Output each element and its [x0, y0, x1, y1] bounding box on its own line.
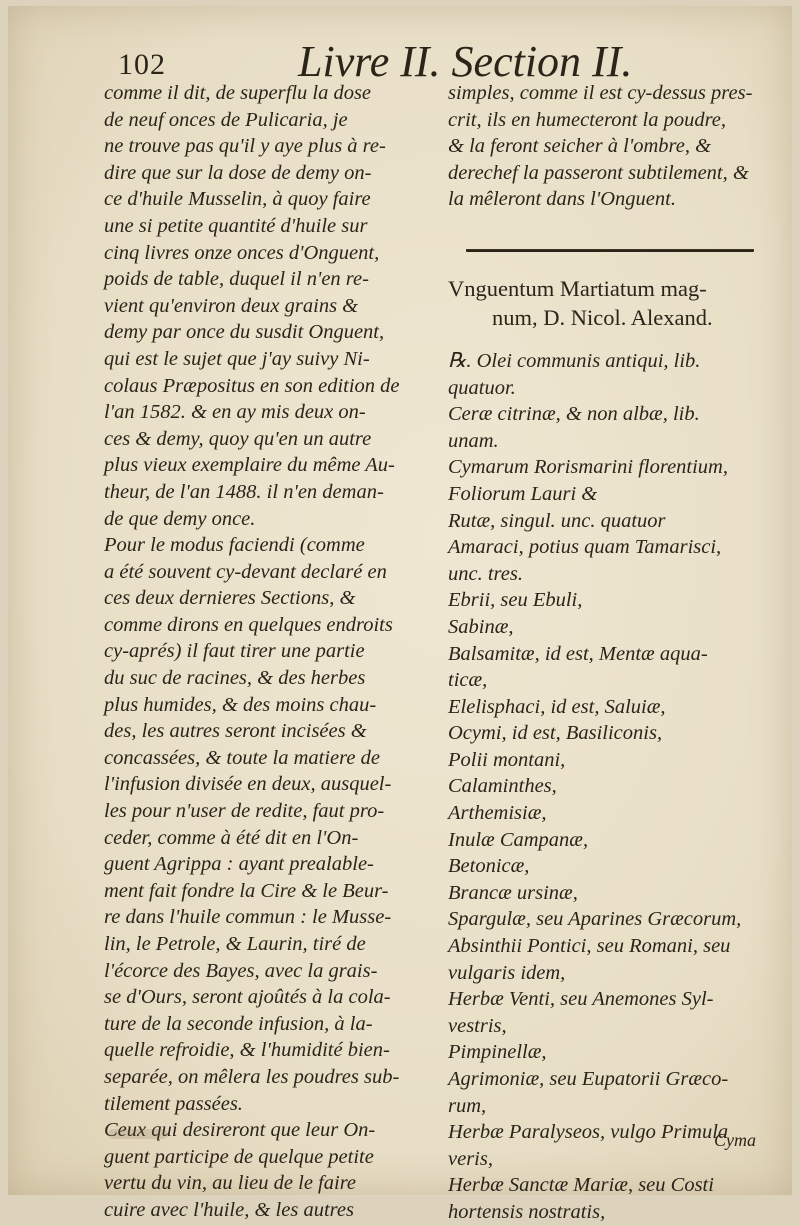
recipe-line: veris, [448, 1147, 493, 1170]
running-head: Livre II. Section II. [298, 37, 633, 86]
text-line: ces & demy, quoy qu'en un autre [104, 427, 372, 450]
text-line: poids de table, duquel il n'en re- [104, 268, 369, 291]
text-line: vertu du vin, au lieu de le faire [104, 1172, 357, 1195]
recipe-line: Elelisphaci, id est, Saluiæ, [448, 695, 666, 718]
text-line: ment fait fondre la Cire & le Beur- [104, 879, 389, 902]
recipe-line: Agrimoniæ, seu Eupatorii Græco- [448, 1068, 729, 1090]
catchword: Cyma [714, 1130, 756, 1150]
text-line: & la feront seicher à l'ombre, & [448, 135, 712, 158]
text-line: Ceux qui desireront que leur On- [104, 1119, 376, 1142]
recipe-line: Absinthii Pontici, seu Romani, seu [448, 935, 731, 958]
text-line: se d'Ours, seront ajoûtés à la cola- [104, 986, 391, 1009]
text-line: l'an 1582. & en ay mis deux on- [104, 401, 366, 424]
text-line: Pour le modus faciendi (comme [104, 534, 365, 557]
text-line: ce d'huile Musselin, à quoy faire [104, 188, 371, 211]
text-line: cinq livres onze onces d'Onguent, [104, 241, 380, 264]
recipe-line: Ocymi, id est, Basiliconis, [448, 722, 663, 745]
recipe-line: rum, [448, 1094, 487, 1117]
text-line: guent participe de quelque petite [104, 1145, 374, 1168]
recipe-line: Betonicæ, [448, 855, 530, 878]
recipe-line: Balsamitæ, id est, Mentæ aqua- [448, 642, 708, 665]
recipe-line: ℞. Olei communis antiqui, lib. [448, 349, 701, 372]
recipe-line: Sabinæ, [448, 615, 514, 638]
text-line: guent Agrippa : ayant prealable- [104, 853, 374, 876]
book-page [8, 6, 792, 1223]
recipe-line: unam. [448, 429, 499, 452]
text-line: dire que sur la dose de demy on- [104, 161, 372, 184]
recipe-line: Herbæ Sanctæ Mariæ, seu Costi [448, 1174, 714, 1197]
right-intro [448, 80, 768, 213]
text-line: re dans l'huile commun : le Musse- [104, 906, 392, 929]
text-line: lin, le Petrole, & Laurin, tiré de [104, 933, 366, 955]
recipe-heading-line-2: num, D. Nicol. Alexand. [492, 304, 713, 330]
recipe-line: ticæ, [448, 669, 488, 692]
text-line: une si petite quantité d'huile sur [104, 214, 368, 237]
recipe-line: Arthemisiæ, [448, 802, 547, 825]
text-line: colaus Præpositus en son edition de [104, 374, 400, 397]
recipe-line: Rutæ, singul. unc. quatuor [448, 509, 666, 532]
recipe-line: Cymarum Rorismarini florentium, [448, 456, 728, 479]
text-line: l'écorce des Bayes, avec la grais- [104, 959, 378, 982]
left-column [104, 80, 436, 1224]
recipe-line: Polii montani, [448, 748, 566, 771]
text-line: a été souvent cy-devant declaré en [104, 560, 387, 583]
recipe-line: Ceræ citrinæ, & non albæ, lib. [448, 403, 700, 426]
recipe-line: Foliorum Lauri & [448, 482, 598, 505]
section-rule [466, 249, 754, 252]
text-line: simples, comme il est cy-dessus pres- [448, 82, 753, 104]
recipe-line: Herbæ Venti, seu Anemones Syl- [448, 988, 714, 1011]
recipe-line: Pimpinellæ, [448, 1041, 547, 1064]
text-line: crit, ils en humecteront la poudre, [448, 108, 727, 131]
text-line: comme il dit, de superflu la dose [104, 82, 372, 104]
page-number: 102 [118, 48, 166, 81]
text-line: theur, de l'an 1488. il n'en deman- [104, 480, 384, 503]
text-line: quelle refroidie, & l'humidité bien- [104, 1039, 390, 1062]
text-line: plus humides, & des moins chau- [104, 693, 377, 716]
recipe-line: hortensis nostratis, [448, 1200, 606, 1223]
text-line: ture de la seconde infusion, à la- [104, 1012, 373, 1035]
text-line: concassées, & toute la matiere de [104, 746, 380, 769]
recipe-line: quatuor. [448, 376, 516, 399]
text-line: comme dirons en quelques endroits [104, 613, 393, 636]
text-line: tilement passées. [104, 1092, 243, 1115]
text-line: derechef la passeront subtilement, & [448, 161, 749, 184]
recipe-line: Inulæ Campanæ, [448, 828, 589, 851]
text-line: ceder, comme à été dit en l'On- [104, 826, 359, 849]
recipe-line: Brancæ ursinæ, [448, 881, 578, 904]
recipe-line: Herbæ Paralyseos, vulgo Primula [448, 1121, 729, 1144]
recipe-list [448, 348, 768, 1226]
text-line: l'infusion divisée en deux, ausquel- [104, 773, 392, 796]
recipe-line: unc. tres. [448, 562, 523, 585]
text-line: plus vieux exemplaire du même Au- [104, 454, 395, 477]
text-line: ne trouve pas qu'il y aye plus à re- [104, 135, 386, 158]
recipe-heading-line-1: Vnguentum Martiatum mag- [448, 275, 707, 301]
recipe-line: Calaminthes, [448, 775, 557, 798]
text-line: cuire avec l'huile, & les autres [104, 1198, 354, 1221]
recipe-line: vestris, [448, 1014, 507, 1037]
text-line: la mêleront dans l'Onguent. [448, 188, 676, 211]
text-line: des, les autres seront incisées & [104, 720, 367, 743]
text-line: separée, on mêlera les poudres sub- [104, 1065, 400, 1088]
text-line: vient qu'environ deux grains & [104, 294, 359, 317]
text-line: qui est le sujet que j'ay suivy Ni- [104, 347, 370, 370]
text-line: les pour n'user de redite, faut pro- [104, 800, 385, 823]
right-column [448, 80, 768, 1226]
text-line: de que demy once. [104, 507, 256, 530]
text-line: ces deux dernieres Sections, & [104, 587, 356, 610]
recipe-line: Ebrii, seu Ebuli, [448, 589, 583, 612]
recipe-line: Amaraci, potius quam Tamarisci, [448, 536, 722, 559]
text-line: du suc de racines, & des herbes [104, 667, 366, 690]
text-line: cy-aprés) il faut tirer une partie [104, 640, 365, 663]
recipe-line: Spargulæ, seu Aparines Græcorum, [448, 908, 742, 931]
recipe-line: vulgaris idem, [448, 961, 566, 984]
ink-smudge [108, 1129, 168, 1139]
text-line: de neuf onces de Pulicaria, je [104, 108, 348, 131]
text-line: demy par once du susdit Onguent, [104, 321, 385, 344]
